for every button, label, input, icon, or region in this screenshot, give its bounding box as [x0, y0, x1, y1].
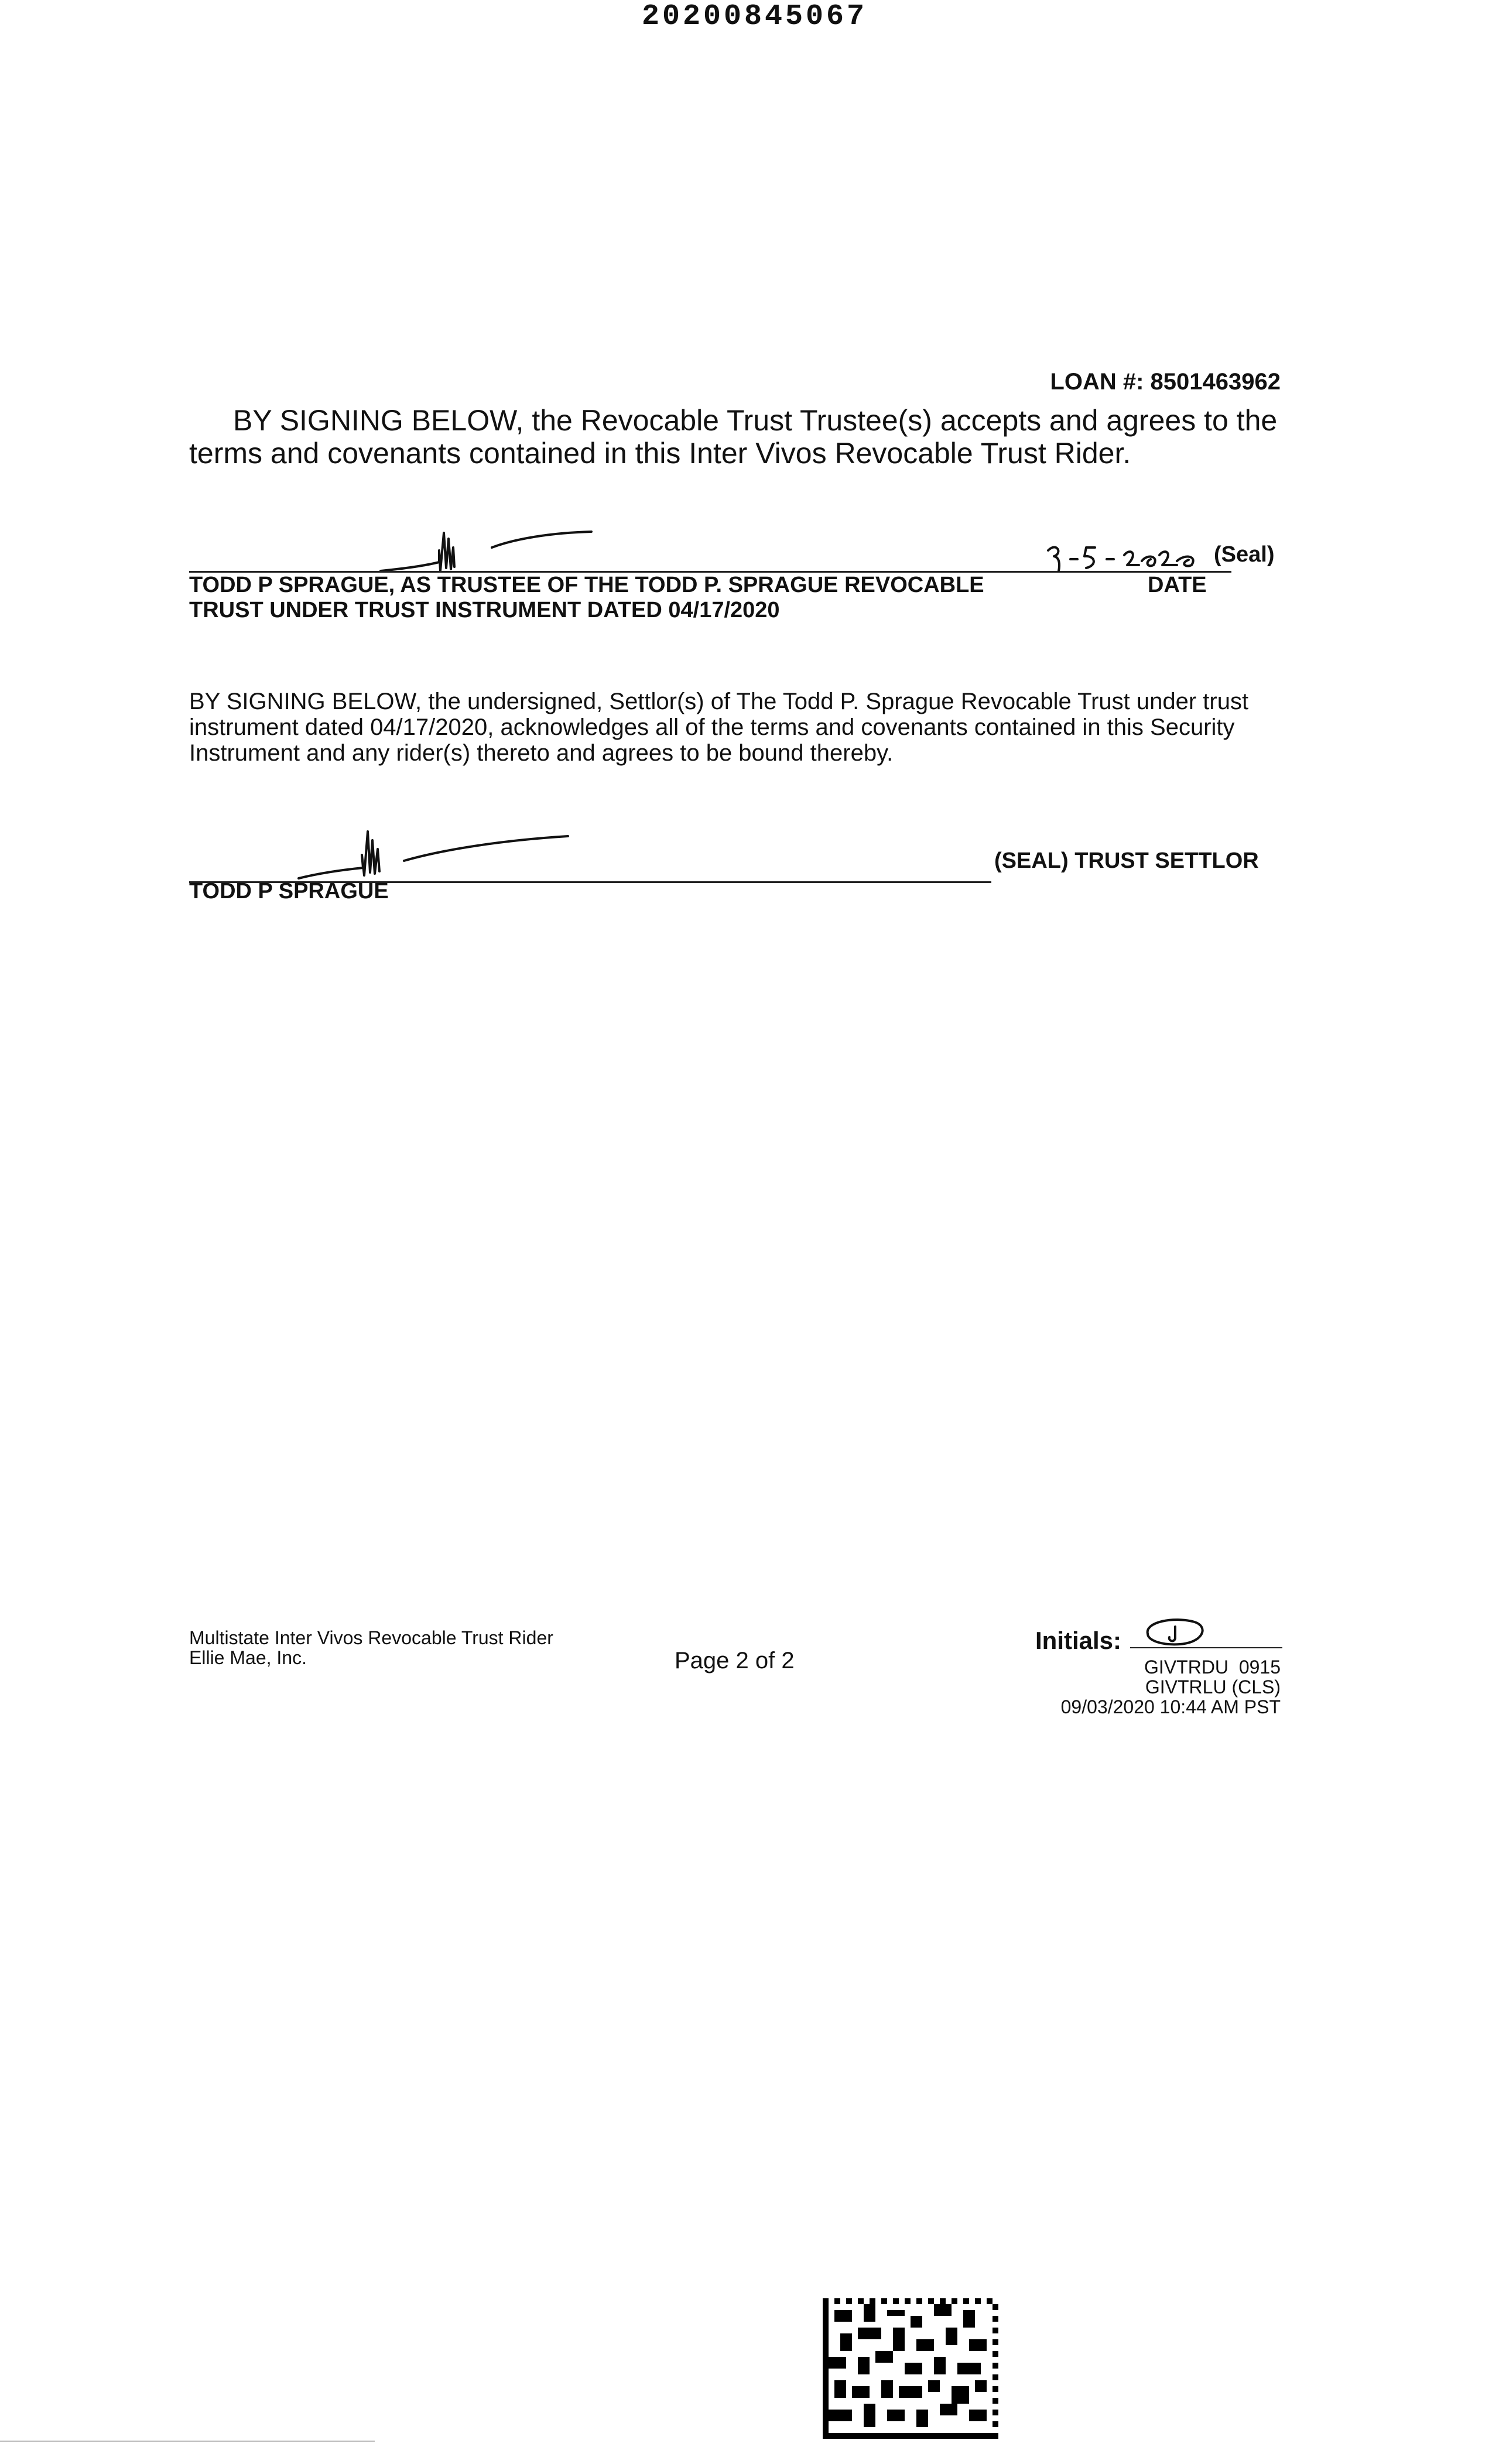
form-title: Multistate Inter Vivos Revocable Trust Rider [189, 1627, 553, 1648]
print-timestamp: 09/03/2020 10:44 AM PST [1060, 1696, 1281, 1717]
form-code-2: GIVTRLU (CLS) [1145, 1676, 1281, 1698]
company-name: Ellie Mae, Inc. [189, 1647, 307, 1668]
settlor-paragraph: BY SIGNING BELOW, the undersigned, Settlor(s) of The Todd P. Sprague Revocable Trust under trust instrument dated 04/17/2020, acknowledges all of the terms and covenants contained in this Security Instrument and any rider(s) thereto and agrees to be bound thereby. [189, 689, 1249, 766]
seal-label: (Seal) [1214, 542, 1275, 567]
scan-edge-line [0, 2441, 375, 2442]
initials-line [1130, 1647, 1282, 1648]
loan-number: LOAN #: 8501463962 [1050, 369, 1281, 395]
trustee-signature [375, 515, 597, 580]
trustee-name-line-1: TODD P SPRAGUE, AS TRUSTEE OF THE TODD P. SPRAGUE REVOCABLE [189, 573, 984, 597]
handwritten-date [1042, 539, 1218, 574]
settlor-signature [293, 814, 574, 884]
trustee-paragraph: BY SIGNING BELOW, the Revocable Trust Trustee(s) accepts and agrees to the terms and covenants contained in this Inter Vivos Revocable Trust Rider. [189, 404, 1278, 470]
page-number: Page 2 of 2 [675, 1648, 795, 1674]
settlor-name: TODD P SPRAGUE [189, 879, 389, 904]
settlor-seal-label: (SEAL) TRUST SETTLOR [994, 848, 1259, 873]
initials-label: Initials: [1035, 1627, 1122, 1654]
document-number: 20200845067 [642, 0, 868, 33]
datamatrix-barcode [823, 2298, 998, 2439]
initials-mark [1139, 1610, 1215, 1651]
date-label: DATE [1148, 573, 1207, 597]
trustee-name-line-2: TRUST UNDER TRUST INSTRUMENT DATED 04/17/2020 [189, 598, 780, 622]
form-code-1: GIVTRDU 0915 [1144, 1657, 1281, 1678]
